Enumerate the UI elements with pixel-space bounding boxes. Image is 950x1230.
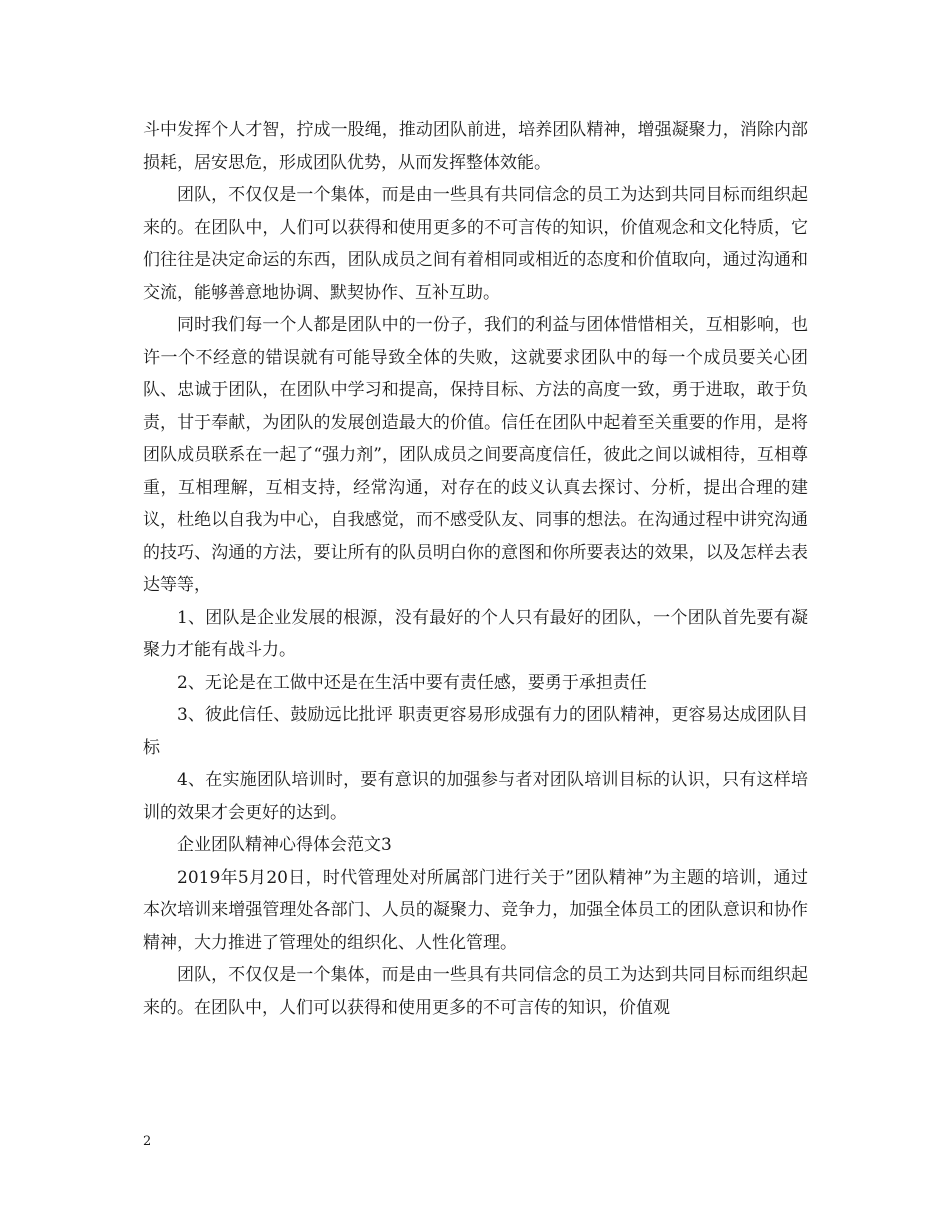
paragraph-4: 2019年5月20日，时代管理处对所属部门进行关于”团队精神”为主题的培训，通过本次培训来增强管理处各部门、人员的凝聚力、竞争力，加强全体员工的团队意识和协作精神，大力推进了管理处的组织化、人性化管理。 xyxy=(143,867,808,953)
paragraph-3: 同时我们每一个人都是团队中的一份子，我们的利益与团体惜惜相关，互相影响，也许一个不经意的错误就有可能导致全体的失败，这就要求团队中的每一个成员要关心团队、忠诚于团队，在团队中学习和提高，保持目标、方法的高度一致，勇于进取，敢于负责，甘于奉献，为团队的发展创造最大的价值。信任在团队中起着至关重要的作用，是将团队成员联系在一起了“强力剂”，团队成员之间要高度信任，彼此之间以诚相待，互相尊重，互相理解，互相支持，经常沟通，对存在的歧义认真去探讨、分析，提出合理的建议，杜绝以自我为中心，自我感觉，而不感受队友、同事的想法。在沟通过程中讲究沟通的技巧、沟通的方法，要让所有的队员明白你的意图和你所要表达的效果，以及怎样去表达等等， xyxy=(143,315,808,595)
paragraph-1: 斗中发挥个人才智，拧成一股绳，推动团队前进，培养团队精神，增强凝聚力，消除内部损耗，居安思危，形成团队优势，从而发挥整体效能。 xyxy=(143,120,808,173)
list-item-3: 3、彼此信任、鼓励远比批评 职责更容易形成强有力的团队精神，更容易达成团队目标 xyxy=(143,705,808,758)
paragraph-2: 团队，不仅仅是一个集体，而是由一些具有共同信念的员工为达到共同目标而组织起来的。在团队中，人们可以获得和使用更多的不可言传的知识，价值观念和文化特质，它们往往是决定命运的东西，团队成员之间有着相同或相近的态度和价值取向，通过沟通和交流，能够善意地协调、默契协作、互补互助。 xyxy=(143,185,808,303)
list-item-1: 1、团队是企业发展的根源，没有最好的个人只有最好的团队，一个团队首先要有凝聚力才能有战斗力。 xyxy=(143,607,808,660)
list-item-2: 2、无论是在工做中还是在生活中要有责任感，要勇于承担责任 xyxy=(177,672,647,693)
list-item-4: 4、在实施团队培训时，要有意识的加强参与者对团队培训目标的认识，只有这样培训的效果才会更好的达到。 xyxy=(143,770,808,823)
paragraph-5: 团队，不仅仅是一个集体，而是由一些具有共同信念的员工为达到共同目标而组织起来的。在团队中，人们可以获得和使用更多的不可言传的知识，价值观 xyxy=(143,965,808,1018)
page-number: 2 xyxy=(143,1134,152,1149)
document-body xyxy=(143,114,808,1024)
section-heading: 企业团队精神心得体会范文3 xyxy=(177,835,392,855)
